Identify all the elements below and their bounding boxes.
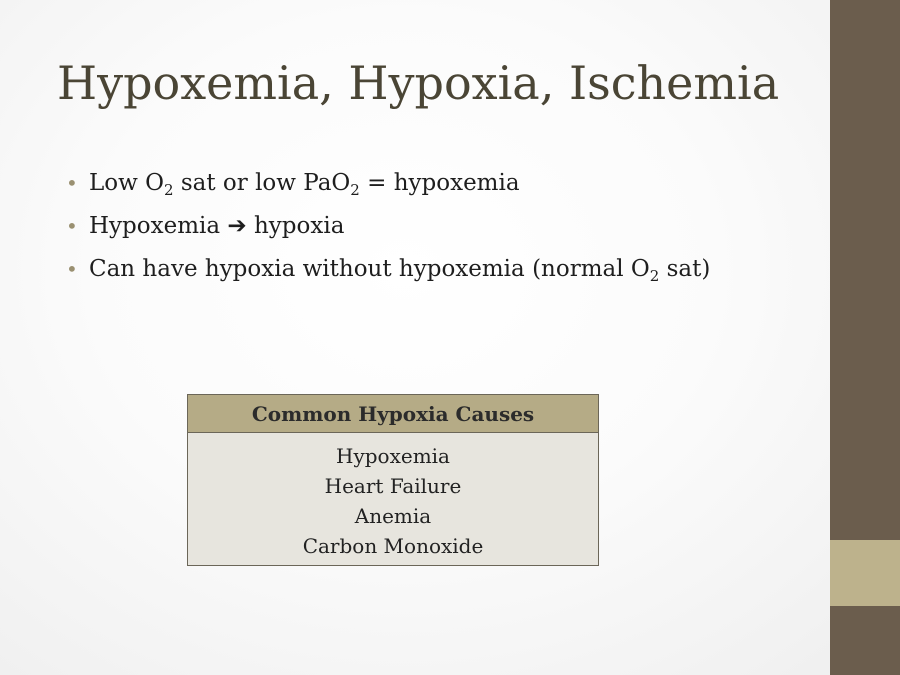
bullet-text-part: Low O [89,170,164,196]
subscript: 2 [649,267,660,285]
bullet-text [89,209,344,243]
table-row: Anemia [354,504,432,528]
sidebar-accent-block [830,540,900,606]
table-row: Carbon Monoxide [302,534,484,558]
bullet-text-part: sat) [659,256,711,282]
bullet-dot-icon: • [66,257,78,281]
subscript: 2 [350,181,360,199]
table-header: Common Hypoxia Causes [188,395,598,433]
table-row: Heart Failure [324,474,462,498]
table-row: Hypoxemia [336,444,450,468]
bullet-dot-icon: • [66,214,78,238]
arrow-right-icon: ➔ [227,213,247,239]
causes-table [187,394,599,566]
bullet-dot-icon: • [66,171,78,195]
table-body [188,433,598,565]
bullet-text-part: sat or low PaO [173,170,351,196]
bullet-text-part: hypoxia [246,213,345,239]
bullet-text [89,166,520,200]
bullet-text [89,252,710,286]
bullet-text-part: Hypoxemia [89,213,228,239]
subscript: 2 [163,181,174,199]
bullet-text-part: Can have hypoxia without hypoxemia (normal O [89,256,650,282]
bullet-text-part: = hypoxemia [359,170,520,196]
slide-title: Hypoxemia, Hypoxia, Ischemia [57,56,780,110]
slide-sidebar [830,0,900,675]
